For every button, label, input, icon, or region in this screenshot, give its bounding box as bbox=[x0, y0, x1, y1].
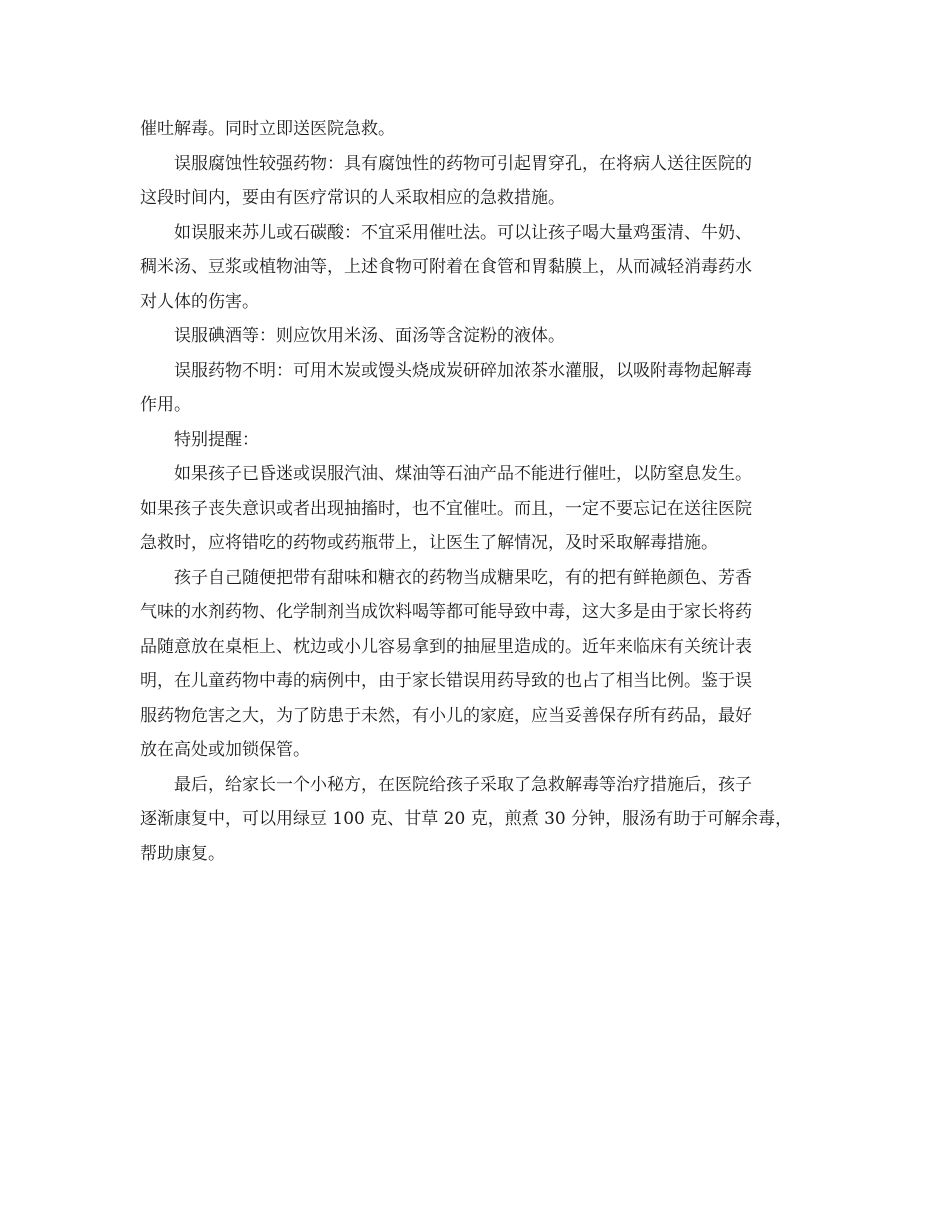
paragraph-prevention: 孩子自己随便把带有甜味和糖衣的药物当成糖果吃，有的把有鲜艳颜色、芳香 气味的水剂药物、化学制剂当成饮料喝等都可能导致中毒，这大多是由于家长将药 品随意放在桌柜上、枕边或小儿容易拿到的抽屉里造成的。近年来临床有关统计表 明，在儿童药物中毒的病例中，由于家长错误用药导致的也占了相当比例。鉴于误 服药物危害之大，为了防患于未然，有小儿的家庭，应当妥善保存所有药品，最好 放在高处或加锁保管。 bbox=[140, 567, 752, 760]
paragraph-corrosive-drugs: 误服腐蚀性较强药物：具有腐蚀性的药物可引起胃穿孔，在将病人送往医院的 这段时间内，要由有医疗常识的人采取相应的急救措施。 bbox=[140, 153, 752, 208]
paragraph-intro-continuation: 催吐解毒。同时立即送医院急救。 bbox=[140, 119, 395, 139]
paragraph-lysol-phenol: 如误服来苏儿或石碳酸：不宜采用催吐法。可以让孩子喝大量鸡蛋清、牛奶、 稠米汤、豆浆或植物油等，上述食物可附着在食管和胃黏膜上，从而减轻消毒药水 对人体的伤害。 bbox=[140, 222, 752, 312]
paragraph-recovery-remedy: 最后，给家长一个小秘方，在医院给孩子采取了急救解毒等治疗措施后，孩子 逐渐康复中，可以用绿豆 100 克、甘草 20 克，煎煮 30 分钟，服汤有助于可解余毒， 帮助康复。 bbox=[140, 774, 793, 864]
paragraph-no-vomiting-cases: 如果孩子已昏迷或误服汽油、煤油等石油产品不能进行催吐，以防窒息发生。 如果孩子丧失意识或者出现抽搐时，也不宜催吐。而且，一定不要忘记在送往医院 急救时，应将错吃的药物或药瓶带上，让医生了解情况，及时采取解毒措施。 bbox=[140, 464, 752, 553]
paragraph-unknown-drug: 误服药物不明：可用木炭或馒头烧成炭研碎加浓茶水灌服，以吸附毒物起解毒 作用。 bbox=[140, 360, 752, 415]
paragraph-special-reminder-heading: 特别提醒： bbox=[140, 429, 259, 450]
paragraph-iodine: 误服碘酒等：则应饮用米汤、面汤等含淀粉的液体。 bbox=[140, 326, 565, 346]
document-body bbox=[140, 112, 820, 871]
